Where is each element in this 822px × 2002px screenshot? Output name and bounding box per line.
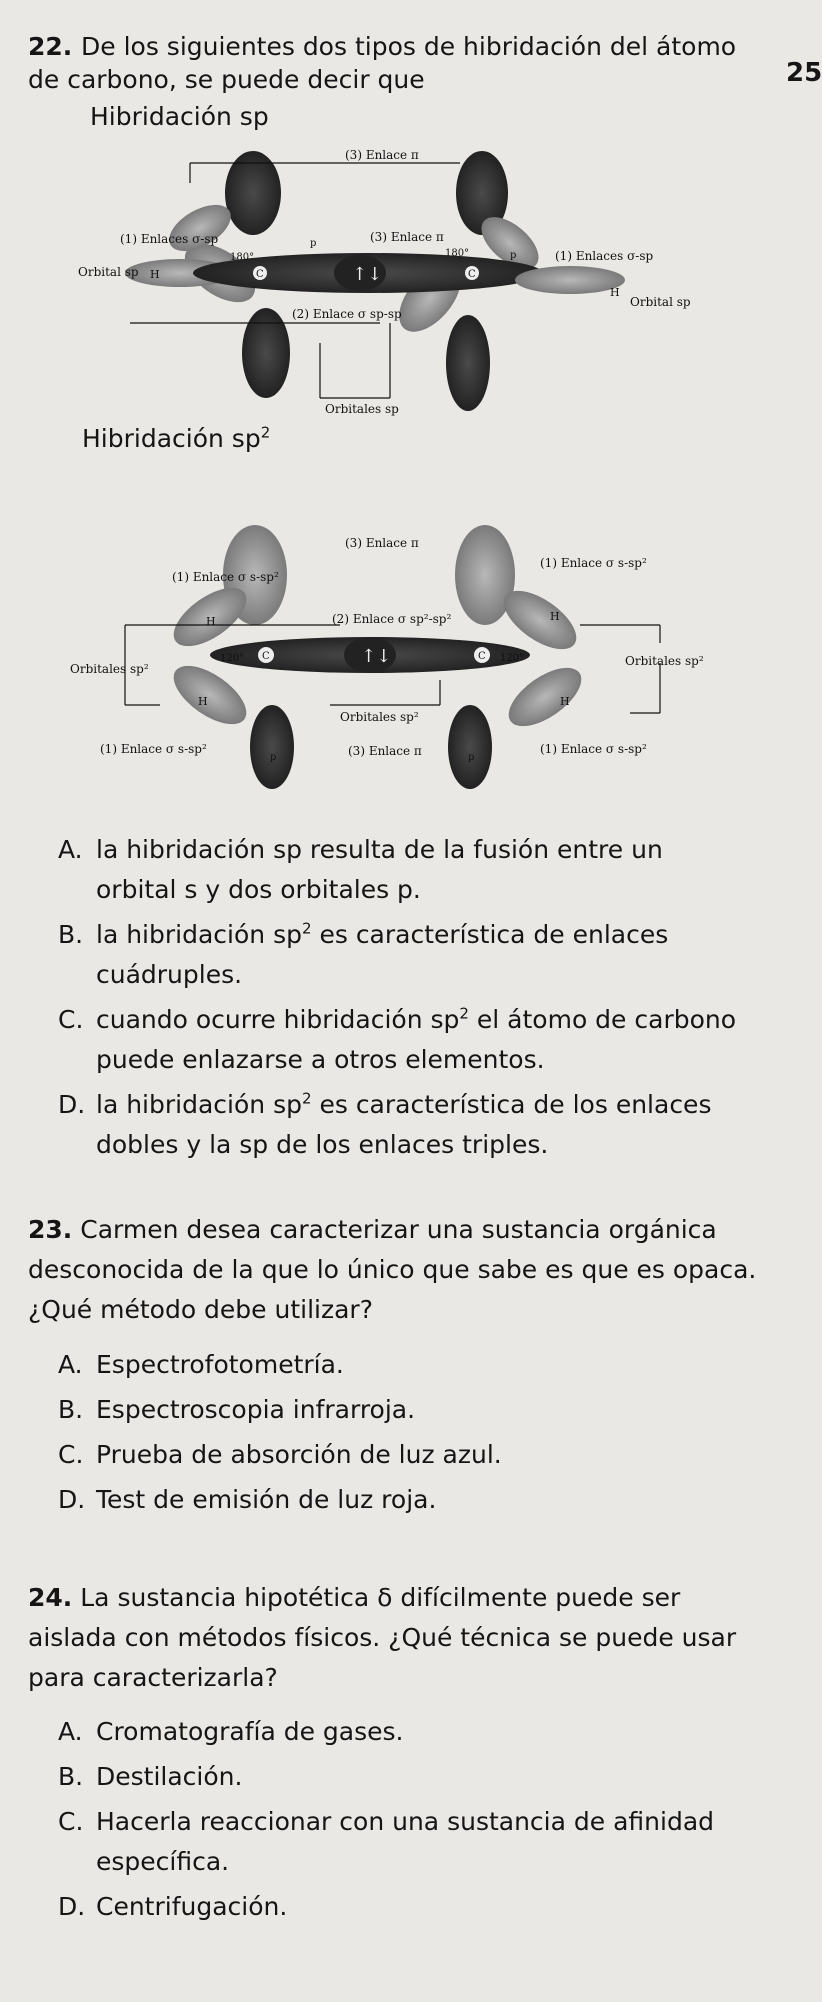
sp-label-angle-right: 180° (445, 248, 470, 259)
sp-label-c-left: C (256, 269, 264, 280)
sp2-label-c-left: C (262, 651, 270, 662)
sp2-center-arrows: ↑↓ (361, 646, 392, 667)
sp-center-arrows: ↑↓ (352, 264, 383, 285)
question-24-option-c[interactable]: C. Hacerla reaccionar con una sustancia de afinidad específica. (58, 1807, 715, 1876)
diagram-sp (70, 148, 710, 432)
question-22-option-b[interactable]: B. la hibridación $sp^2$ es característica de enlaces cuádruples. (58, 919, 669, 989)
question-23-stem (28, 1210, 768, 1330)
sp2-label-sigma-left-top: (1) Enlace σ s-sp² (172, 570, 279, 584)
sp2-h-right-bottom: H (560, 695, 570, 708)
page-number: 25 (786, 58, 822, 88)
sp-label-sigma-center: (2) Enlace σ sp-sp (292, 307, 402, 321)
question-22-stem (28, 30, 748, 96)
sp2-right-p-lobe-bottom (448, 705, 492, 789)
sp2-label-pi-bottom: (3) Enlace π (348, 744, 422, 758)
question-24-options (58, 1712, 748, 1932)
sp-left-p-lobe-top (225, 151, 281, 235)
sp2-label-pi-top: (3) Enlace π (345, 536, 419, 550)
question-22-option-a[interactable]: A. la hibridación sp resulta de la fusión entre un orbital s y dos orbitales p. (58, 835, 663, 904)
diagram-sp-title: Hibridación sp (90, 102, 269, 131)
sp-label-orbital-left: Orbital sp (78, 265, 139, 279)
sp2-label-p-right: p (468, 752, 475, 763)
sp-left-p-lobe-bottom (242, 308, 290, 398)
sp-label-angle-left: 180° (230, 252, 255, 263)
sp2-h-right-top: H (550, 610, 560, 623)
question-24-text: La sustancia hipotética δ difícilmente puede ser aislada con métodos físicos. ¿Qué técnica se puede usar para caracterizarla? (28, 1583, 737, 1692)
diagram-sp2-title: Hibridación $sp^2$ (82, 423, 271, 453)
sp2-label-sigma-right-top: (1) Enlace σ s-sp² (540, 556, 647, 570)
sp2-label-sigma-right-bottom: (1) Enlace σ s-sp² (540, 742, 647, 756)
question-23-option-b[interactable]: B. Espectroscopia infrarroja. (58, 1395, 416, 1424)
sp2-h-left-top: H (206, 615, 216, 628)
sp2-label-sigma-left-bottom: (1) Enlace σ s-sp² (100, 742, 207, 756)
sp-label-h-left: H (150, 268, 160, 281)
question-22-option-d[interactable]: D. la hibridación $sp^2$ es característica de los enlaces dobles y la sp de los enlaces triples. (58, 1089, 712, 1159)
question-24-option-a[interactable]: A. Cromatografía de gases. (58, 1717, 404, 1746)
diagram-sp2 (70, 525, 710, 799)
sp-label-c-right: C (468, 269, 476, 280)
question-22-options (58, 830, 748, 1170)
sp2-label-orbitals-center: Orbitales sp² (340, 710, 419, 724)
sp2-label-angle-right: 120° (500, 653, 525, 664)
question-22-text: De los siguientes dos tipos de hibridación del átomo de carbono, se puede decir que (28, 32, 737, 94)
sp-label-sigma-left: (1) Enlaces σ-sp (120, 232, 219, 246)
sp-label-pi1: (3) Enlace π (345, 148, 419, 162)
question-23-options (58, 1345, 748, 1525)
sp2-left-p-lobe-bottom (250, 705, 294, 789)
sp2-label-c-right: C (478, 651, 486, 662)
sp-label-orbital-right: Orbital sp (630, 295, 691, 309)
sp2-label-p-left: p (270, 752, 277, 763)
question-23-option-c[interactable]: C. Prueba de absorción de luz azul. (58, 1440, 502, 1469)
sp2-label-orbitals-right: Orbitales sp² (625, 654, 704, 668)
sp-label-sigma-right: (1) Enlaces σ-sp (555, 249, 654, 263)
question-24-stem (28, 1578, 768, 1698)
question-23-number: 23. (28, 1215, 73, 1244)
sp-label-pi2: (3) Enlace π (370, 230, 444, 244)
sp-label-p-right: p (510, 250, 517, 261)
sp-label-h-right: H (610, 286, 620, 299)
question-23-option-d[interactable]: D. Test de emisión de luz roja. (58, 1485, 437, 1514)
question-22-number: 22. (28, 32, 73, 61)
sp2-label-orbitals-left: Orbitales sp² (70, 662, 149, 676)
sp2-right-lobe-down (499, 657, 591, 738)
sp2-left-lobe-down (164, 655, 256, 736)
question-24-number: 24. (28, 1583, 73, 1612)
sp-right-p-lobe-bottom (446, 315, 490, 411)
sp-right-sp-lobe (515, 266, 625, 294)
sp-label-p-left: p (310, 238, 317, 249)
sp-label-orbitals: Orbitales sp (325, 402, 399, 416)
question-23-text: Carmen desea caracterizar una sustancia orgánica desconocida de la que lo único que sabe es que es opaca. ¿Qué método debe utilizar? (28, 1215, 757, 1324)
sp2-label-sigma-center: (2) Enlace σ sp²-sp² (332, 612, 452, 626)
question-22-option-c[interactable]: C. cuando ocurre hibridación $sp^2$ el átomo de carbono puede enlazarse a otros elementos. (58, 1004, 737, 1074)
question-24-option-d[interactable]: D. Centrifugación. (58, 1892, 288, 1921)
question-24-option-b[interactable]: B. Destilación. (58, 1762, 243, 1791)
sp2-label-angle-left: 120° (220, 653, 245, 664)
question-23-option-a[interactable]: A. Espectrofotometría. (58, 1350, 344, 1379)
sp2-h-left-bottom: H (198, 695, 208, 708)
